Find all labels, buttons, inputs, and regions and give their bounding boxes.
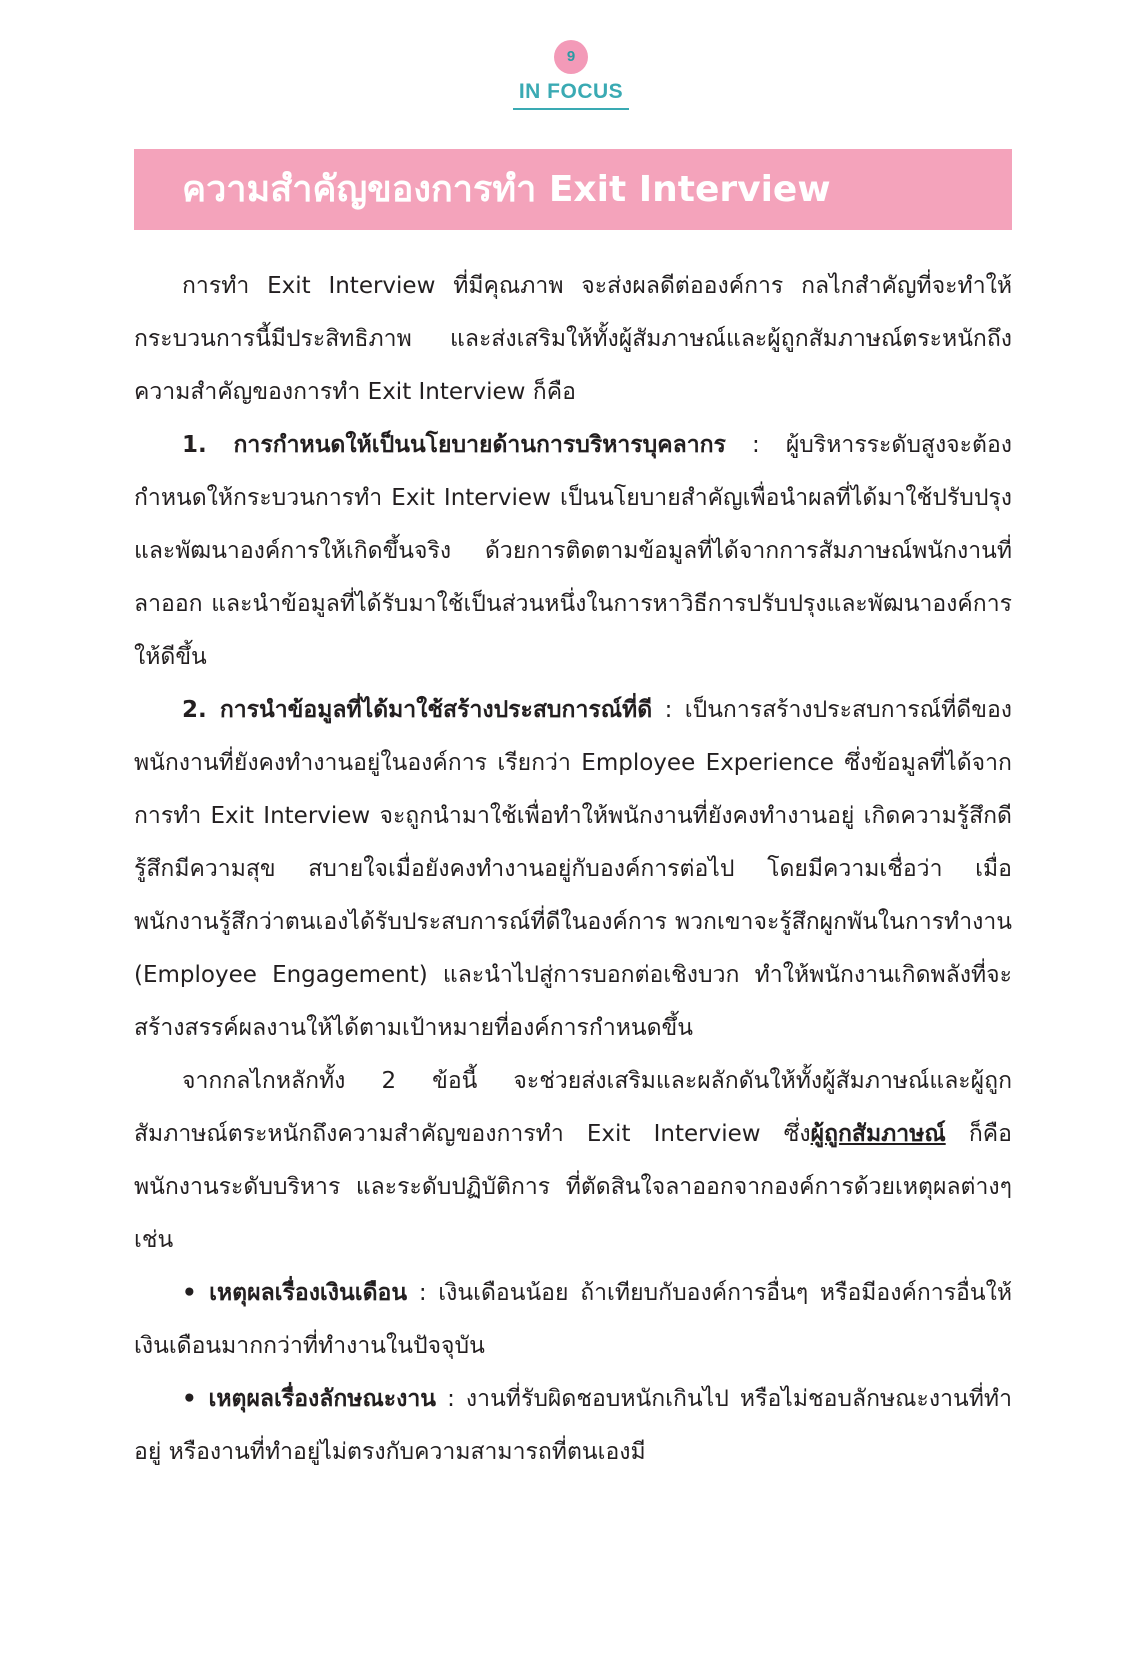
reason-salary-heading: • เหตุผลเรื่องเงินเดือน [182, 1280, 408, 1306]
summary-emphasis: ผู้ถูกสัมภาษณ์ [810, 1121, 946, 1147]
reason-salary-paragraph [134, 1267, 1012, 1373]
section-label: IN FOCUS [513, 80, 629, 110]
point-1-paragraph [134, 419, 1012, 684]
page-number-badge: 9 [554, 40, 588, 74]
point-1-heading: 1. การกำหนดให้เป็นนโยบายด้านการบริหารบุคลากร [182, 432, 726, 458]
reason-job-nature-paragraph [134, 1373, 1012, 1479]
point-2-body: : เป็นการสร้างประสบการณ์ที่ดีของพนักงานที่ยังคงทำงานอยู่ในองค์การ เรียกว่า Employee Experience ซึ่งข้อมูลที่ได้จากการทำ Exit Interview จะถูกนำมาใช้เพื่อทำให้พนักงานที่ยังคงทำงานอยู่ เกิดความรู้สึกดี รู้สึกมีความสุข สบายใจเมื่อยังคงทำงานอยู่กับองค์การต่อไป โดยมีความเชื่อว่า เมื่อพนักงานรู้สึกว่าตนเองได้รับประสบการณ์ที่ดีในองค์การ พวกเขาจะรู้สึกผูกพันในการทำงาน (Employee Engagement) และนำไปสู่การบอกต่อเชิงบวก ทำให้พนักงานเกิดพลังที่จะสร้างสรรค์ผลงานให้ได้ตามเป้าหมายที่องค์การกำหนดขึ้น [134, 697, 1012, 1041]
summary-text-before: จากกลไกหลักทั้ง 2 ข้อนี้ จะช่วยส่งเสริมและผลักดันให้ทั้งผู้สัมภาษณ์และผู้ถูกสัมภาษณ์ตระหนักถึงความสำคัญของการทำ Exit Interview ซึ่ง [134, 1068, 1012, 1147]
reason-job-nature-body: : งานที่รับผิดชอบหนักเกินไป หรือไม่ชอบลักษณะงานที่ทำอยู่ หรืองานที่ทำอยู่ไม่ตรงกับความสามารถที่ตนเองมี [134, 1386, 1012, 1465]
intro-paragraph: การทำ Exit Interview ที่มีคุณภาพ จะส่งผลดีต่อองค์การ กลไกสำคัญที่จะทำให้กระบวนการนี้มีประสิทธิภาพ และส่งเสริมให้ทั้งผู้สัมภาษณ์และผู้ถูกสัมภาษณ์ตระหนักถึงความสำคัญของการทำ Exit Interview ก็คือ [134, 273, 1012, 405]
point-1-body: : ผู้บริหารระดับสูงจะต้องกำหนดให้กระบวนการทำ Exit Interview เป็นนโยบายสำคัญเพื่อนำผลที่ได้มาใช้ปรับปรุงและพัฒนาองค์การให้เกิดขึ้นจริง ด้วยการติดตามข้อมูลที่ได้จากการสัมภาษณ์พนักงานที่ลาออก และนำข้อมูลที่ได้รับมาใช้เป็นส่วนหนึ่งในการหาวิธีการปรับปรุงและพัฒนาองค์การให้ดีขึ้น [134, 432, 1012, 670]
reason-salary-body: : เงินเดือนน้อย ถ้าเทียบกับองค์การอื่นๆ หรือมีองค์การอื่นให้เงินเดือนมากกว่าที่ทำงานในปัจจุบัน [134, 1280, 1012, 1359]
article-body [134, 260, 1012, 1479]
summary-text-after: ก็คือ พนักงานระดับบริหาร และระดับปฏิบัติการ ที่ตัดสินใจลาออกจากองค์การด้วยเหตุผลต่างๆ เช่น [134, 1121, 1012, 1253]
page-header [0, 40, 1142, 110]
summary-paragraph [134, 1055, 1012, 1267]
reason-job-nature-heading: • เหตุผลเรื่องลักษณะงาน [182, 1386, 437, 1412]
point-2-paragraph [134, 684, 1012, 1055]
point-2-heading: 2. การนำข้อมูลที่ได้มาใช้สร้างประสบการณ์ที่ดี [182, 697, 653, 723]
page-title: ความสำคัญของการทำ Exit Interview [182, 169, 831, 210]
title-banner [134, 149, 1012, 230]
